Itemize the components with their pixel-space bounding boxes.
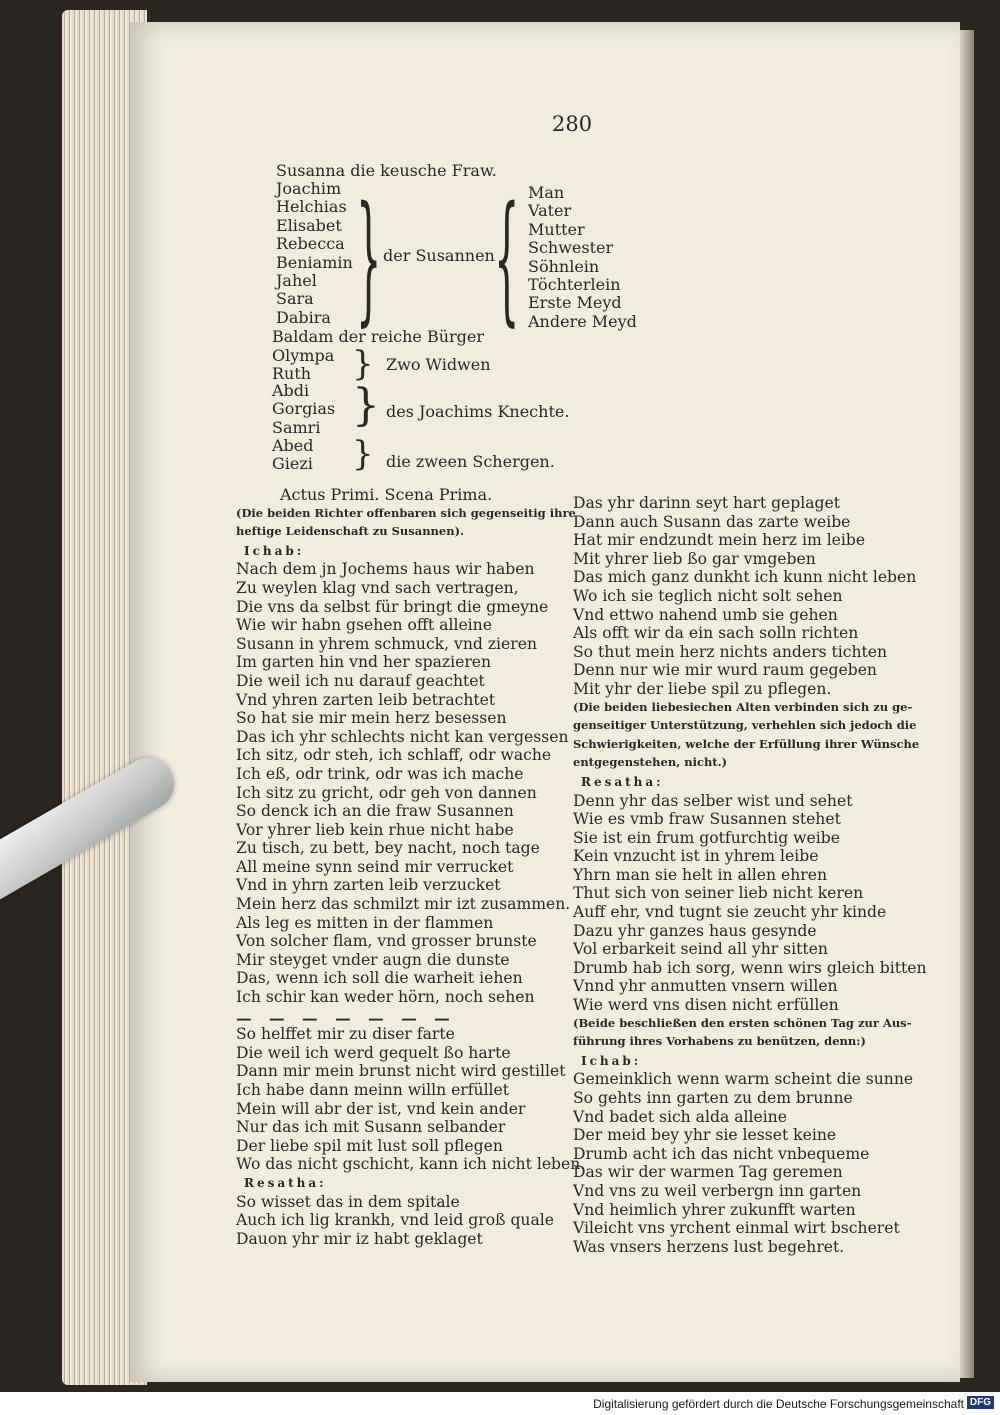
verse-line: Zu weylen klag vnd sach vertragen, (236, 578, 519, 597)
verse-line: Mit yhr der liebe spil zu pflegen. (573, 679, 832, 698)
verse-line: Vnd yhren zarten leib betrachtet (236, 690, 496, 709)
cast-name: Helchias (276, 197, 347, 217)
verse-line: Mit yhrer lieb ßo gar vmgeben (573, 549, 816, 568)
verse-line: Ich sitz, odr steh, ich schlaff, odr wache (236, 746, 552, 765)
verse-line: Vnnd yhr anmutten vnsern willen (573, 977, 838, 996)
verse-line: So wisset das in dem spitale (236, 1192, 460, 1211)
verse-line: Auff ehr, vnd tugnt sie zeucht yhr kinde (573, 903, 887, 922)
brace-servants-icon: } (352, 380, 380, 431)
cast-family-roles (528, 184, 637, 331)
stage-direction: Schwierigkeiten, welche der Erfüllung ihrer Wünsche (573, 736, 920, 751)
verse-line: Die weil ich nu darauf geachtet (236, 671, 485, 690)
cast-name: Sara (276, 289, 314, 309)
verse-line: Vol erbarkeit seind all yhr sitten (573, 940, 828, 959)
verse-line: So denck ich an die fraw Susannen (236, 802, 514, 821)
brace-bailiffs-icon: } (352, 434, 374, 474)
cast-role: Erste Meyd (528, 293, 622, 313)
verse-line: Im garten hin vnd her spazieren (236, 653, 492, 672)
verse-line: Vnd heimlich yhrer zukunfft warten (573, 1200, 856, 1219)
verse-line: Vnd badet sich alda alleine (573, 1107, 787, 1126)
footer-credit: Digitalisierung gefördert durch die Deutsche Forschungsgemeinschaft (593, 1397, 964, 1411)
verse-line: Das, wenn ich soll die warheit iehen (236, 969, 523, 988)
cast-family-names (276, 180, 353, 327)
verse-line: Ich habe dann meinn willn erfüllet (236, 1081, 510, 1099)
verse-line: Auch ich lig krankh, vnd leid groß quale (236, 1211, 554, 1230)
verse-line: Thut sich von seiner lieb nicht keren (573, 884, 864, 903)
stage-direction: (Beide beschließen den ersten schönen Tag zur Aus- (573, 1015, 912, 1030)
verse-line: Denn nur wie mir wurd raum gegeben (573, 661, 877, 680)
verse-line: Der meid bey yhr sie lesset keine (573, 1126, 837, 1145)
verse-line: Vnd ettwo nahend umb sie gehen (573, 605, 838, 624)
verse-line: Wie es vmb fraw Susannen stehet (573, 810, 841, 829)
cast-susanna: Susanna die keusche Fraw. (276, 161, 497, 180)
verse-line: Der liebe spil mit lust soll pflegen (236, 1136, 503, 1155)
dfg-logo: DFG (967, 1396, 994, 1409)
cast-name: Rebecca (276, 234, 345, 254)
verse-line: Die weil ich werd gequelt ßo harte (236, 1043, 511, 1062)
speaker-name: Resatha: (244, 1175, 327, 1190)
verse-line: Vnd vns zu weil verbergn inn garten (573, 1181, 862, 1200)
verse-line: Vileicht vns yrchent einmal wirt bscheret (573, 1219, 900, 1238)
right-page-edge (960, 30, 974, 1378)
verse-line: Das mich ganz dunkht ich kunn nicht leben (573, 568, 917, 587)
cast-role: Vater (528, 201, 572, 221)
brace-right-icon: { (494, 180, 520, 341)
cast-role: Man (528, 183, 565, 202)
verse-line: Mein will abr der ist, vnd kein ander (236, 1099, 526, 1118)
cast-role: Töchterlein (528, 274, 621, 294)
verse-line: Das ich yhr schlechts nicht kan vergessen (236, 727, 569, 746)
cast-role: Söhnlein (528, 256, 600, 276)
verse-line: Von solcher flam, vnd grosser brunste (236, 932, 537, 951)
cast-servants: Abdi Gorgias Samri (272, 381, 336, 437)
stage-direction: entgegenstehen, nicht.) (573, 755, 728, 770)
verse-line: So thut mein herz nichts anders tichten (573, 642, 888, 661)
verse-line: Dauon yhr mir iz habt geklaget (236, 1229, 483, 1248)
verse-line: Dann auch Susann das zarte weibe (573, 512, 851, 531)
verse-line: Wo ich sie teglich nicht solt sehen (573, 586, 843, 605)
page-number: 280 (552, 112, 593, 136)
verse-line: So hat sie mir mein herz besessen (236, 709, 507, 728)
cast-name: Joachim (276, 179, 342, 198)
verse-line: So helffet mir zu diser farte (236, 1025, 455, 1044)
cast-family-label: der Susannen (383, 246, 495, 265)
cast-widows: Olympa Ruth (272, 346, 335, 384)
stage-direction: führung ihres Vorhabens zu benützen, denn:) (573, 1034, 866, 1049)
verse-line: Denn yhr das selber wist und sehet (573, 791, 853, 810)
footer-bar (0, 1392, 1000, 1415)
scene-heading: Actus Primi. Scena Prima. (280, 485, 493, 504)
stage-direction: heftige Leidenschaft zu Susannen). (236, 524, 465, 539)
verse-line: Kein vnzucht ist in yhrem leibe (573, 847, 819, 866)
verse-line: Nach dem jn Jochems haus wir haben (236, 560, 535, 579)
dash-separator: — — — — — — — (236, 1008, 456, 1028)
verse-line: Drumb hab ich sorg, wenn wirs gleich bitten (573, 958, 927, 977)
verse-line: Drumb acht ich das nicht vnbequeme (573, 1144, 870, 1163)
verse-line: Ich schir kan weder hörn, noch sehen (236, 988, 535, 1007)
cast-bailiffs: Abed Giezi (272, 436, 314, 474)
verse-line: Wie werd vns disen nicht erfüllen (573, 996, 839, 1015)
verse-line: Nur das ich mit Susann selbander (236, 1118, 506, 1137)
verse-line: Hat mir endzundt mein herz im leibe (573, 531, 866, 550)
verse-line: Susann in yhrem schmuck, vnd zieren (236, 634, 537, 653)
verse-line: Dazu yhr ganzes haus gesynde (573, 921, 817, 940)
verse-line: Gemeinklich wenn warm scheint die sunne (573, 1070, 914, 1089)
verse-line: Die vns da selbst für bringt die gmeyne (236, 597, 549, 616)
verse-line: Das yhr darinn seyt hart geplaget (573, 494, 841, 512)
stage-direction: (Die beiden liebesiechen Alten verbinden sich zu ge- (573, 699, 913, 714)
cast-servants-label: des Joachims Knechte. (386, 402, 570, 421)
verse-line: So gehts inn garten zu dem brunne (573, 1089, 853, 1107)
cast-role: Andere Meyd (528, 311, 637, 331)
verse-line: Das wir der warmen Tag geremen (573, 1163, 843, 1182)
speaker-name: Resatha: (581, 774, 664, 789)
verse-line: Mir steyget vnder augn die dunste (236, 950, 510, 969)
verse-line: Zu tisch, zu bett, bey nacht, noch tage (236, 839, 540, 858)
verse-line: Als offt wir da ein sach solln richten (573, 624, 859, 643)
cast-role: Schwester (528, 238, 614, 258)
cast-widows-label: Zwo Widwen (386, 355, 491, 374)
cast-name: Jahel (276, 270, 317, 290)
verse-line: All meine synn seind mir verrucket (236, 857, 514, 876)
verse-line: Wie wir habn gsehen offt alleine (236, 616, 492, 635)
cast-name: Beniamin (276, 252, 353, 272)
verse-line: Was vnsers herzens lust begehret. (573, 1237, 845, 1256)
cast-bailiffs-label: die zween Schergen. (386, 452, 555, 471)
brace-widows-icon: } (352, 344, 374, 384)
text-column-right (573, 494, 927, 1256)
verse-line: Als leg es mitten in der flammen (236, 913, 494, 932)
cast-baldam: Baldam der reiche Bürger (272, 327, 485, 346)
brace-left-icon: } (356, 180, 382, 341)
verse-line: Yhrn man sie helt in allen ehren (573, 865, 828, 884)
cast-name: Elisabet (276, 215, 342, 235)
speaker-name: Ichab: (581, 1053, 642, 1068)
speaker-name: Ichab: (244, 543, 305, 558)
verse-line: Vor yhrer lieb kein rhue nicht habe (236, 820, 514, 839)
cast-role: Mutter (528, 219, 585, 239)
verse-line: Mein herz das schmilzt mir izt zusammen. (236, 895, 571, 914)
verse-line: Wo das nicht gschicht, kann ich nicht leben. (236, 1155, 586, 1174)
verse-line: Dann mir mein brunst nicht wird gestillet (236, 1062, 566, 1081)
stage-direction: genseitiger Unterstützung, verhehlen sich jedoch die (573, 718, 917, 733)
cast-name: Dabira (276, 307, 331, 327)
verse-line: Ich sitz zu gricht, odr geh von dannen (236, 783, 537, 802)
verse-line: Ich eß, odr trink, odr was ich mache (236, 764, 524, 783)
verse-line: Vnd in yhrn zarten leib verzucket (236, 876, 501, 895)
stage-direction: (Die beiden Richter offenbaren sich gegenseitig ihre (236, 505, 576, 520)
text-column-left (236, 486, 585, 1248)
verse-line: Sie ist ein frum gotfurchtig weibe (573, 828, 840, 847)
